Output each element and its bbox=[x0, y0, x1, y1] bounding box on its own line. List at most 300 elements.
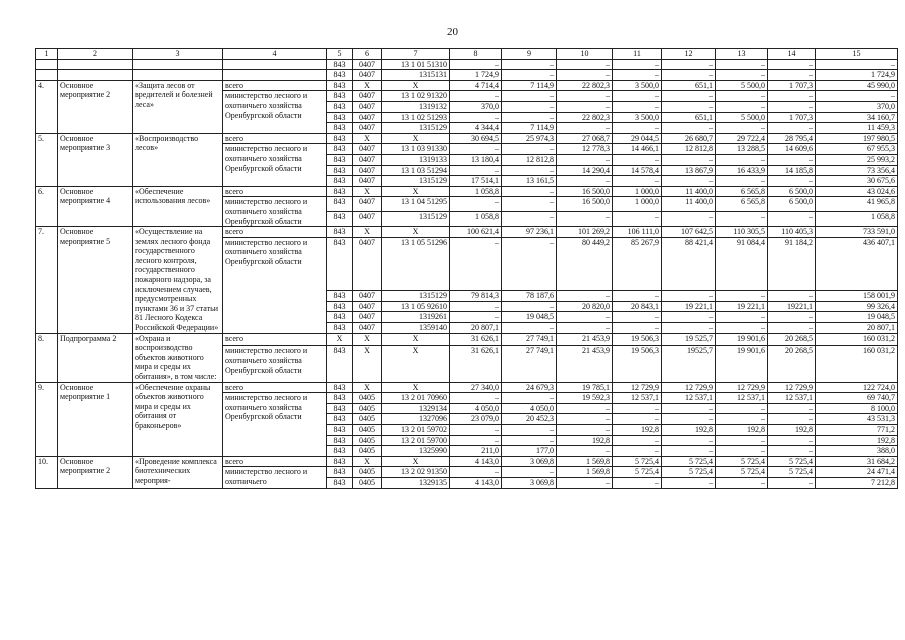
value-cell: 843 bbox=[327, 382, 353, 393]
value-cell: – bbox=[768, 70, 816, 81]
value-cell: – bbox=[816, 59, 898, 70]
value-cell: 197 980,5 bbox=[816, 133, 898, 144]
value-cell: 4 714,4 bbox=[450, 80, 502, 91]
value-cell: – bbox=[557, 403, 613, 414]
value-cell: – bbox=[557, 101, 613, 112]
value-cell: X bbox=[382, 133, 450, 144]
value-cell: 843 bbox=[327, 424, 353, 435]
value-cell: 25 993,2 bbox=[816, 154, 898, 165]
value-cell: – bbox=[557, 323, 613, 334]
value-cell: 14 609,6 bbox=[768, 144, 816, 155]
value-cell: – bbox=[768, 154, 816, 165]
value-cell: 7 212,8 bbox=[816, 477, 898, 488]
value-cell: – bbox=[716, 403, 768, 414]
value-cell: – bbox=[662, 176, 716, 187]
measure-label: Основное мероприятие 5 bbox=[58, 227, 133, 334]
value-cell: 25 974,3 bbox=[502, 133, 557, 144]
value-cell: 6 565,8 bbox=[716, 197, 768, 212]
value-cell: 31 684,2 bbox=[816, 456, 898, 467]
value-cell: 20 807,1 bbox=[450, 323, 502, 334]
value-cell: – bbox=[557, 291, 613, 302]
value-cell: 843 bbox=[327, 467, 353, 478]
value-cell: 14 578,4 bbox=[613, 165, 662, 176]
value-cell: 19 506,3 bbox=[613, 333, 662, 346]
measure-name: «Защита лесов от вредителей и болезней леса» bbox=[133, 80, 223, 133]
value-cell: – bbox=[613, 59, 662, 70]
value-cell: 20 268,5 bbox=[768, 346, 816, 382]
value-cell: – bbox=[613, 70, 662, 81]
value-cell: 12 729,9 bbox=[716, 382, 768, 393]
value-cell: 31 626,1 bbox=[450, 333, 502, 346]
value-cell: 1319132 bbox=[382, 101, 450, 112]
value-cell: 370,0 bbox=[450, 101, 502, 112]
value-cell: 12 812,8 bbox=[662, 144, 716, 155]
value-cell: 843 bbox=[327, 176, 353, 187]
value-cell: X bbox=[382, 80, 450, 91]
value-cell: 12 812,8 bbox=[502, 154, 557, 165]
value-cell: 13 1 05 51296 bbox=[382, 237, 450, 291]
value-cell: 1 707,3 bbox=[768, 112, 816, 123]
value-cell: – bbox=[716, 435, 768, 446]
value-cell: 5 725,4 bbox=[613, 456, 662, 467]
value-cell: 91 084,4 bbox=[716, 237, 768, 291]
value-cell: 4 050,0 bbox=[502, 403, 557, 414]
column-number-header: 10 bbox=[557, 49, 613, 60]
value-cell: 27 068,7 bbox=[557, 133, 613, 144]
value-cell: 5 725,4 bbox=[662, 467, 716, 478]
value-cell: 13 2 01 70960 bbox=[382, 393, 450, 404]
value-cell: 73 356,4 bbox=[816, 165, 898, 176]
value-cell: 30 694,5 bbox=[450, 133, 502, 144]
value-cell: 388,0 bbox=[816, 446, 898, 457]
value-cell: 22 802,3 bbox=[557, 80, 613, 91]
value-cell: 19 901,6 bbox=[716, 333, 768, 346]
value-cell: – bbox=[502, 237, 557, 291]
value-cell: 0407 bbox=[353, 176, 382, 187]
executor-name: министерство лесного и охотничьего хозяйства Оренбургской области bbox=[223, 393, 327, 457]
value-cell: – bbox=[450, 197, 502, 212]
value-cell: 0405 bbox=[353, 477, 382, 488]
value-cell: – bbox=[450, 467, 502, 478]
value-cell: – bbox=[613, 212, 662, 227]
value-cell: – bbox=[557, 424, 613, 435]
value-cell: 0407 bbox=[353, 212, 382, 227]
value-cell: – bbox=[716, 312, 768, 323]
value-cell: – bbox=[662, 91, 716, 102]
table-row bbox=[36, 186, 898, 197]
value-cell: X bbox=[353, 382, 382, 393]
value-cell: 0405 bbox=[353, 414, 382, 425]
value-cell: – bbox=[502, 70, 557, 81]
value-cell: – bbox=[613, 446, 662, 457]
column-number-header: 6 bbox=[353, 49, 382, 60]
value-cell: 5 500,0 bbox=[716, 80, 768, 91]
value-cell: 370,0 bbox=[816, 101, 898, 112]
value-cell: – bbox=[450, 59, 502, 70]
value-cell: 12 537,1 bbox=[613, 393, 662, 404]
column-number-row bbox=[36, 49, 898, 60]
value-cell: – bbox=[716, 154, 768, 165]
value-cell: – bbox=[716, 176, 768, 187]
value-cell: 0407 bbox=[353, 91, 382, 102]
value-cell: 1329135 bbox=[382, 477, 450, 488]
value-cell: 1315129 bbox=[382, 176, 450, 187]
value-cell: 19 506,3 bbox=[613, 346, 662, 382]
value-cell: 3 500,0 bbox=[613, 112, 662, 123]
value-cell: – bbox=[716, 477, 768, 488]
value-cell: 27 749,1 bbox=[502, 333, 557, 346]
value-cell: X bbox=[353, 227, 382, 238]
value-cell: 13 2 01 59700 bbox=[382, 435, 450, 446]
value-cell: 79 814,3 bbox=[450, 291, 502, 302]
value-cell: 29 722,4 bbox=[716, 133, 768, 144]
value-cell: X bbox=[327, 333, 353, 346]
value-cell: 3 069,8 bbox=[502, 456, 557, 467]
value-cell: 0405 bbox=[353, 393, 382, 404]
value-cell: 3 500,0 bbox=[613, 80, 662, 91]
value-cell: 19221,1 bbox=[768, 301, 816, 312]
value-cell: 1319133 bbox=[382, 154, 450, 165]
value-cell: – bbox=[662, 212, 716, 227]
measure-name: «Обеспечение охраны объектов животного мира и среды их обитания от браконьеров» bbox=[133, 382, 223, 456]
value-cell: – bbox=[662, 154, 716, 165]
row-number: 5. bbox=[36, 133, 58, 186]
value-cell: – bbox=[502, 467, 557, 478]
value-cell: 16 433,9 bbox=[716, 165, 768, 176]
column-number-header: 1 bbox=[36, 49, 58, 60]
value-cell: – bbox=[557, 59, 613, 70]
value-cell: – bbox=[613, 414, 662, 425]
value-cell: 13 288,5 bbox=[716, 144, 768, 155]
executor-name: министерство лесного и охотничьего bbox=[223, 467, 327, 488]
value-cell: 651,1 bbox=[662, 80, 716, 91]
value-cell: 43 531,3 bbox=[816, 414, 898, 425]
value-cell: 20 820,0 bbox=[557, 301, 613, 312]
executor-name: министерство лесного и охотничьего хозяйства Оренбургской области bbox=[223, 144, 327, 186]
value-cell: 12 537,1 bbox=[716, 393, 768, 404]
value-cell: 11 400,0 bbox=[662, 197, 716, 212]
value-cell: 1315129 bbox=[382, 212, 450, 227]
value-cell: 13 1 03 51294 bbox=[382, 165, 450, 176]
value-cell: 1 707,3 bbox=[768, 80, 816, 91]
value-cell: 12 729,9 bbox=[662, 382, 716, 393]
empty-cell bbox=[133, 59, 223, 70]
value-cell: – bbox=[716, 101, 768, 112]
value-cell: – bbox=[502, 424, 557, 435]
value-cell: 843 bbox=[327, 393, 353, 404]
value-cell: 843 bbox=[327, 91, 353, 102]
value-cell: 192,8 bbox=[557, 435, 613, 446]
value-cell: – bbox=[613, 435, 662, 446]
value-cell: 1319261 bbox=[382, 312, 450, 323]
measure-label: Основное мероприятие 2 bbox=[58, 456, 133, 488]
measure-label: Подпрограмма 2 bbox=[58, 333, 133, 382]
value-cell: 843 bbox=[327, 477, 353, 488]
value-cell: 88 421,4 bbox=[662, 237, 716, 291]
value-cell: 19 785,1 bbox=[557, 382, 613, 393]
value-cell: 0407 bbox=[353, 144, 382, 155]
value-cell: 5 500,0 bbox=[716, 112, 768, 123]
value-cell: X bbox=[382, 186, 450, 197]
value-cell: 19 592,3 bbox=[557, 393, 613, 404]
value-cell: 99 326,4 bbox=[816, 301, 898, 312]
value-cell: 80 449,2 bbox=[557, 237, 613, 291]
value-cell: – bbox=[716, 123, 768, 134]
value-cell: 34 160,7 bbox=[816, 112, 898, 123]
value-cell: 5 725,4 bbox=[613, 467, 662, 478]
value-cell: 843 bbox=[327, 403, 353, 414]
value-cell: 5 725,4 bbox=[768, 456, 816, 467]
value-cell: 5 725,4 bbox=[716, 456, 768, 467]
value-cell: 67 955,3 bbox=[816, 144, 898, 155]
value-cell: 107 642,5 bbox=[662, 227, 716, 238]
value-cell: – bbox=[716, 70, 768, 81]
executor-total-label: всего bbox=[223, 80, 327, 91]
value-cell: – bbox=[716, 212, 768, 227]
value-cell: 13 1 02 51293 bbox=[382, 112, 450, 123]
value-cell: 78 187,6 bbox=[502, 291, 557, 302]
value-cell: – bbox=[662, 123, 716, 134]
value-cell: 21 453,9 bbox=[557, 333, 613, 346]
value-cell: 13 2 02 91350 bbox=[382, 467, 450, 478]
value-cell: 4 143,0 bbox=[450, 477, 502, 488]
value-cell: 843 bbox=[327, 227, 353, 238]
value-cell: – bbox=[557, 312, 613, 323]
executor-total-label: всего bbox=[223, 382, 327, 393]
value-cell: 1 569,8 bbox=[557, 467, 613, 478]
value-cell: – bbox=[662, 70, 716, 81]
value-cell: – bbox=[768, 323, 816, 334]
value-cell: 8 100,0 bbox=[816, 403, 898, 414]
value-cell: 91 184,2 bbox=[768, 237, 816, 291]
value-cell: – bbox=[502, 435, 557, 446]
value-cell: 106 111,0 bbox=[613, 227, 662, 238]
value-cell: 45 990,0 bbox=[816, 80, 898, 91]
value-cell: 843 bbox=[327, 123, 353, 134]
value-cell: 1 000,0 bbox=[613, 186, 662, 197]
value-cell: 101 269,2 bbox=[557, 227, 613, 238]
value-cell: 12 729,9 bbox=[768, 382, 816, 393]
value-cell: – bbox=[662, 477, 716, 488]
value-cell: – bbox=[557, 477, 613, 488]
page-number: 20 bbox=[447, 26, 458, 38]
value-cell: – bbox=[768, 91, 816, 102]
value-cell: – bbox=[613, 91, 662, 102]
value-cell: X bbox=[353, 80, 382, 91]
executor-total-label: всего bbox=[223, 133, 327, 144]
value-cell: 13 2 01 59702 bbox=[382, 424, 450, 435]
value-cell: – bbox=[768, 435, 816, 446]
value-cell: – bbox=[502, 59, 557, 70]
value-cell: 0405 bbox=[353, 403, 382, 414]
value-cell: 843 bbox=[327, 456, 353, 467]
measure-label: Основное мероприятие 3 bbox=[58, 133, 133, 186]
value-cell: – bbox=[557, 70, 613, 81]
value-cell: 17 514,1 bbox=[450, 176, 502, 187]
value-cell: 69 740,7 bbox=[816, 393, 898, 404]
value-cell: 0407 bbox=[353, 301, 382, 312]
value-cell: 1315131 bbox=[382, 70, 450, 81]
value-cell: 843 bbox=[327, 446, 353, 457]
value-cell: – bbox=[502, 101, 557, 112]
value-cell: – bbox=[662, 291, 716, 302]
value-cell: 0405 bbox=[353, 435, 382, 446]
value-cell: 19 901,6 bbox=[716, 346, 768, 382]
executor-total-label: всего bbox=[223, 186, 327, 197]
value-cell: 160 031,2 bbox=[816, 333, 898, 346]
value-cell: – bbox=[502, 112, 557, 123]
value-cell: – bbox=[662, 414, 716, 425]
value-cell: 1315129 bbox=[382, 123, 450, 134]
value-cell: – bbox=[502, 323, 557, 334]
value-cell: – bbox=[768, 446, 816, 457]
value-cell: 20 807,1 bbox=[816, 323, 898, 334]
value-cell: 843 bbox=[327, 144, 353, 155]
value-cell: 0407 bbox=[353, 165, 382, 176]
executor-name: министерство лесного и охотничьего хозяйства Оренбургской области bbox=[223, 346, 327, 382]
value-cell: 843 bbox=[327, 414, 353, 425]
value-cell: 843 bbox=[327, 323, 353, 334]
value-cell: 122 724,0 bbox=[816, 382, 898, 393]
value-cell: – bbox=[613, 403, 662, 414]
value-cell: – bbox=[613, 323, 662, 334]
value-cell: – bbox=[557, 176, 613, 187]
value-cell: 843 bbox=[327, 197, 353, 212]
value-cell: 0407 bbox=[353, 154, 382, 165]
value-cell: 7 114,9 bbox=[502, 80, 557, 91]
value-cell: – bbox=[768, 176, 816, 187]
empty-cell bbox=[58, 70, 133, 81]
value-cell: 843 bbox=[327, 301, 353, 312]
value-cell: – bbox=[450, 301, 502, 312]
value-cell: – bbox=[450, 435, 502, 446]
value-cell: 20 843,1 bbox=[613, 301, 662, 312]
value-cell: 100 621,4 bbox=[450, 227, 502, 238]
value-cell: – bbox=[557, 91, 613, 102]
value-cell: 1 058,8 bbox=[450, 212, 502, 227]
column-number-header: 11 bbox=[613, 49, 662, 60]
value-cell: – bbox=[716, 59, 768, 70]
value-cell: 192,8 bbox=[716, 424, 768, 435]
value-cell: – bbox=[662, 323, 716, 334]
value-cell: 0407 bbox=[353, 123, 382, 134]
executor-name: министерство лесного и охотничьего хозяйства Оренбургской области bbox=[223, 91, 327, 133]
value-cell: 13 1 02 91320 bbox=[382, 91, 450, 102]
value-cell: – bbox=[502, 212, 557, 227]
value-cell: 158 001,9 bbox=[816, 291, 898, 302]
value-cell: – bbox=[662, 312, 716, 323]
column-number-header: 9 bbox=[502, 49, 557, 60]
value-cell: 13 1 05 92610 bbox=[382, 301, 450, 312]
value-cell: – bbox=[662, 403, 716, 414]
measure-name: «Охрана и воспроизводство объектов животного мира и среды их обитания», в том числе: bbox=[133, 333, 223, 382]
value-cell: – bbox=[768, 312, 816, 323]
measure-label: Основное мероприятие 2 bbox=[58, 80, 133, 133]
row-number: 6. bbox=[36, 186, 58, 226]
value-cell: – bbox=[613, 123, 662, 134]
value-cell: X bbox=[353, 333, 382, 346]
value-cell: 843 bbox=[327, 186, 353, 197]
value-cell: – bbox=[613, 291, 662, 302]
value-cell: 192,8 bbox=[816, 435, 898, 446]
value-cell: 19 221,1 bbox=[662, 301, 716, 312]
value-cell: 1 000,0 bbox=[613, 197, 662, 212]
column-number-header: 5 bbox=[327, 49, 353, 60]
value-cell: X bbox=[353, 456, 382, 467]
value-cell: – bbox=[557, 154, 613, 165]
table-row bbox=[36, 80, 898, 91]
value-cell: 31 626,1 bbox=[450, 346, 502, 382]
executor-name: министерство лесного и охотничьего хозяйства Оренбургской области bbox=[223, 237, 327, 333]
value-cell: 1 569,8 bbox=[557, 456, 613, 467]
value-cell: – bbox=[557, 123, 613, 134]
value-cell: – bbox=[662, 435, 716, 446]
value-cell: 22 802,3 bbox=[557, 112, 613, 123]
value-cell: – bbox=[662, 446, 716, 457]
value-cell: – bbox=[613, 154, 662, 165]
empty-cell bbox=[223, 59, 327, 70]
empty-cell bbox=[223, 70, 327, 81]
value-cell: 6 565,8 bbox=[716, 186, 768, 197]
value-cell: X bbox=[353, 346, 382, 382]
column-number-header: 3 bbox=[133, 49, 223, 60]
value-cell: – bbox=[768, 101, 816, 112]
value-cell: 85 267,9 bbox=[613, 237, 662, 291]
value-cell: 1315129 bbox=[382, 291, 450, 302]
value-cell: 0407 bbox=[353, 197, 382, 212]
value-cell: 843 bbox=[327, 59, 353, 70]
value-cell: 5 725,4 bbox=[716, 467, 768, 478]
value-cell: 43 024,6 bbox=[816, 186, 898, 197]
value-cell: 0407 bbox=[353, 112, 382, 123]
value-cell: 24 679,3 bbox=[502, 382, 557, 393]
value-cell: 29 044,5 bbox=[613, 133, 662, 144]
value-cell: 20 268,5 bbox=[768, 333, 816, 346]
table-row bbox=[36, 59, 898, 70]
value-cell: – bbox=[613, 101, 662, 112]
value-cell: 733 591,0 bbox=[816, 227, 898, 238]
value-cell: 7 114,9 bbox=[502, 123, 557, 134]
table-row bbox=[36, 133, 898, 144]
value-cell: 843 bbox=[327, 112, 353, 123]
value-cell: – bbox=[557, 414, 613, 425]
value-cell: 13 161,5 bbox=[502, 176, 557, 187]
row-number: 8. bbox=[36, 333, 58, 382]
value-cell: – bbox=[768, 403, 816, 414]
row-number: 4. bbox=[36, 80, 58, 133]
value-cell: 26 680,7 bbox=[662, 133, 716, 144]
value-cell: 19 048,5 bbox=[502, 312, 557, 323]
value-cell: – bbox=[768, 414, 816, 425]
column-number-header: 14 bbox=[768, 49, 816, 60]
budget-table bbox=[35, 48, 898, 489]
value-cell: 0407 bbox=[353, 70, 382, 81]
value-cell: – bbox=[557, 446, 613, 457]
value-cell: 843 bbox=[327, 70, 353, 81]
value-cell: – bbox=[502, 301, 557, 312]
value-cell: 0405 bbox=[353, 467, 382, 478]
value-cell: 843 bbox=[327, 80, 353, 91]
value-cell: 0407 bbox=[353, 291, 382, 302]
column-number-header: 8 bbox=[450, 49, 502, 60]
value-cell: 6 500,0 bbox=[768, 186, 816, 197]
value-cell: 30 675,6 bbox=[816, 176, 898, 187]
executor-name: министерство лесного и охотничьего хозяйства Оренбургской области bbox=[223, 197, 327, 227]
value-cell: 27 749,1 bbox=[502, 346, 557, 382]
row-number: 9. bbox=[36, 382, 58, 456]
empty-cell bbox=[58, 59, 133, 70]
value-cell: 843 bbox=[327, 312, 353, 323]
